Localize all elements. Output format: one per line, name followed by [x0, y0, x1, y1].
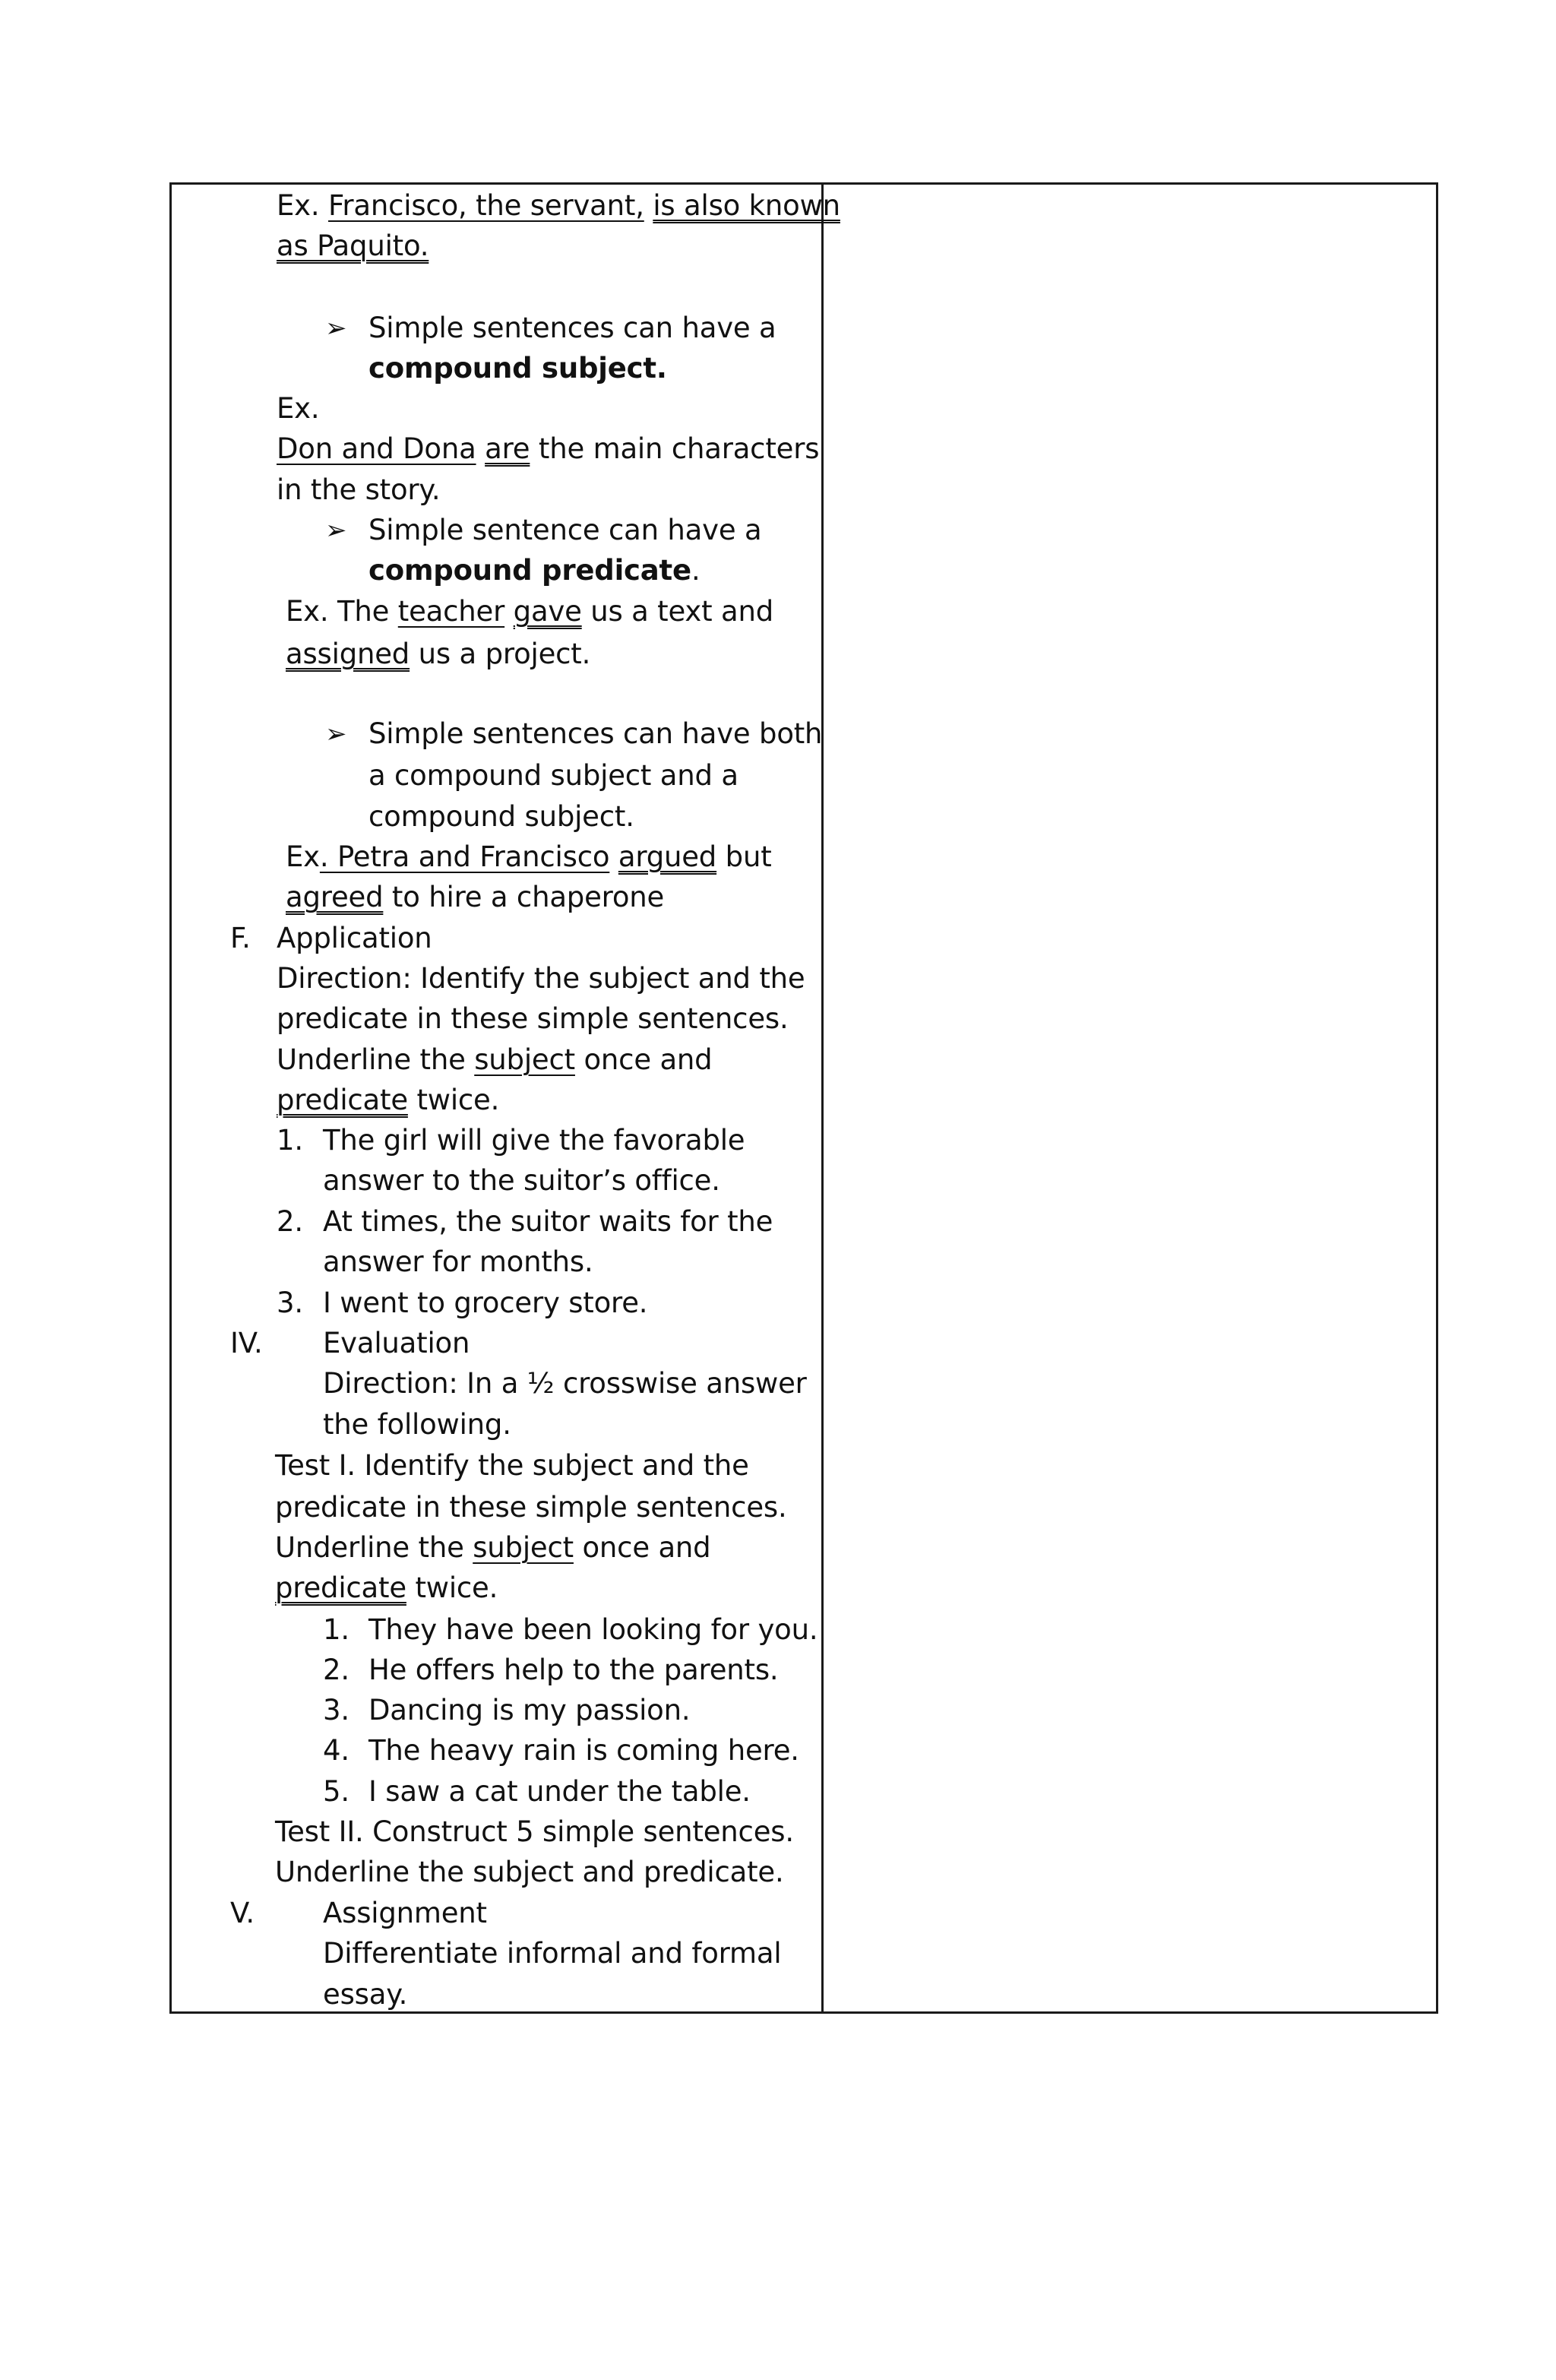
example-3-line-2	[286, 635, 590, 674]
application-direction-3	[277, 1040, 712, 1080]
underlined-predicate: predicate	[275, 1571, 406, 1604]
example-label: Ex.	[277, 189, 328, 222]
assignment-heading: Assignment	[323, 1897, 487, 1929]
text: Underline the	[275, 1531, 473, 1564]
arrow-bullet-icon: ➢	[325, 313, 347, 343]
underlined-subject: subject	[474, 1043, 575, 1076]
text: once and	[574, 1043, 713, 1076]
bullet-3-line-2: a compound subject and a	[368, 759, 738, 792]
test-1-line-2: predicate in these simple sentences.	[275, 1491, 787, 1524]
underlined-predicate: are	[485, 432, 530, 465]
bullet-2-text: Simple sentence can have a	[368, 514, 762, 546]
underlined-predicate: as Paquito.	[277, 229, 429, 262]
bold-term: compound predicate	[368, 554, 691, 587]
sentence-end: to hire a chaperone	[383, 881, 665, 913]
bullet-1-text: Simple sentences can have a	[368, 312, 776, 344]
space	[644, 189, 653, 222]
underlined-predicate: argued	[618, 840, 717, 873]
underlined-predicate: predicate	[277, 1084, 408, 1116]
test-1-line-3	[275, 1528, 710, 1568]
test-item-3-text: Dancing is my passion.	[368, 1694, 691, 1726]
text: once and	[573, 1531, 711, 1564]
example-4-line-1	[286, 837, 772, 877]
example-2-label: Ex.	[277, 392, 320, 425]
application-item-2-number: 2.	[277, 1205, 303, 1238]
sentence-rest: the main characters	[530, 432, 820, 465]
application-direction-4	[277, 1081, 499, 1120]
sentence-mid: us a text and	[581, 595, 773, 628]
text: twice.	[406, 1571, 498, 1604]
assignment-line-1: Differentiate informal and formal	[323, 1937, 782, 1970]
arrow-bullet-icon: ➢	[325, 515, 347, 546]
example-4-line-2	[286, 878, 664, 917]
application-item-2-line-1: At times, the suitor waits for the	[323, 1205, 773, 1238]
example-1-line-1	[277, 186, 840, 226]
test-1-line-1: Test I. Identify the subject and the	[275, 1449, 749, 1482]
bullet-3-line-3: compound subject.	[368, 800, 634, 833]
application-item-1-number: 1.	[277, 1124, 303, 1157]
evaluation-direction-1: Direction: In a ½ crosswise answer	[323, 1367, 807, 1400]
right-column-cell	[824, 185, 1436, 2011]
application-heading: Application	[277, 922, 432, 954]
application-direction-1: Direction: Identify the subject and the	[277, 962, 805, 995]
application-direction-2: predicate in these simple sentences.	[277, 1002, 789, 1035]
underlined-subject: subject	[473, 1531, 574, 1564]
bullet-1-bold: compound subject.	[368, 352, 667, 385]
underlined-subject: . Petra and Francisco	[319, 840, 610, 873]
example-label: Ex	[286, 840, 320, 873]
test-1-line-4	[275, 1568, 498, 1608]
test-item-1-number: 1.	[323, 1613, 349, 1646]
underlined-predicate: gave	[513, 595, 582, 628]
section-v-marker: V.	[230, 1897, 255, 1929]
bullet-2-bold-line	[368, 551, 701, 590]
application-item-2-line-2: answer for months.	[323, 1245, 593, 1278]
text: twice.	[407, 1084, 500, 1116]
test-item-5-number: 5.	[323, 1775, 349, 1808]
test-item-1-text: They have been looking for you.	[368, 1613, 818, 1646]
evaluation-heading: Evaluation	[323, 1327, 470, 1359]
application-item-3-number: 3.	[277, 1287, 303, 1319]
application-item-1-line-1: The girl will give the favorable	[323, 1124, 745, 1157]
example-label: Ex. The	[286, 595, 398, 628]
bullet-3-line-1: Simple sentences can have both	[368, 717, 823, 750]
application-item-3-line-1: I went to grocery store.	[323, 1287, 648, 1319]
assignment-line-2: essay.	[323, 1978, 408, 2011]
test-2-line-1: Test II. Construct 5 simple sentences.	[275, 1815, 794, 1848]
test-item-3-number: 3.	[323, 1694, 349, 1726]
example-2-line-2: in the story.	[277, 473, 441, 506]
application-item-1-line-2: answer to the suitor’s office.	[323, 1164, 720, 1197]
test-item-4-text: The heavy rain is coming here.	[368, 1734, 799, 1767]
underlined-predicate: assigned	[286, 638, 410, 670]
underlined-subject: teacher	[397, 595, 505, 628]
test-item-2-number: 2.	[323, 1654, 349, 1686]
underlined-predicate: is also known	[653, 189, 840, 222]
section-iv-marker: IV.	[230, 1327, 263, 1359]
arrow-bullet-icon: ➢	[325, 719, 347, 749]
underlined-subject: Don and Dona	[277, 432, 476, 465]
test-2-line-2: Underline the subject and predicate.	[275, 1856, 784, 1888]
underlined-predicate: agreed	[286, 881, 384, 913]
example-3-line-1	[286, 592, 773, 631]
section-f-marker: F.	[230, 922, 251, 954]
example-2-line-1	[277, 429, 819, 469]
test-item-5-text: I saw a cat under the table.	[368, 1775, 751, 1808]
sentence-mid: but	[716, 840, 772, 873]
test-item-2-text: He offers help to the parents.	[368, 1654, 779, 1686]
test-item-4-number: 4.	[323, 1734, 349, 1767]
evaluation-direction-2: the following.	[323, 1408, 511, 1441]
sentence-end: us a project.	[410, 638, 591, 670]
text: Underline the	[277, 1043, 475, 1076]
example-1-line-2	[277, 226, 429, 266]
period: .	[691, 554, 701, 587]
underlined-subject: Francisco, the servant,	[328, 189, 644, 222]
